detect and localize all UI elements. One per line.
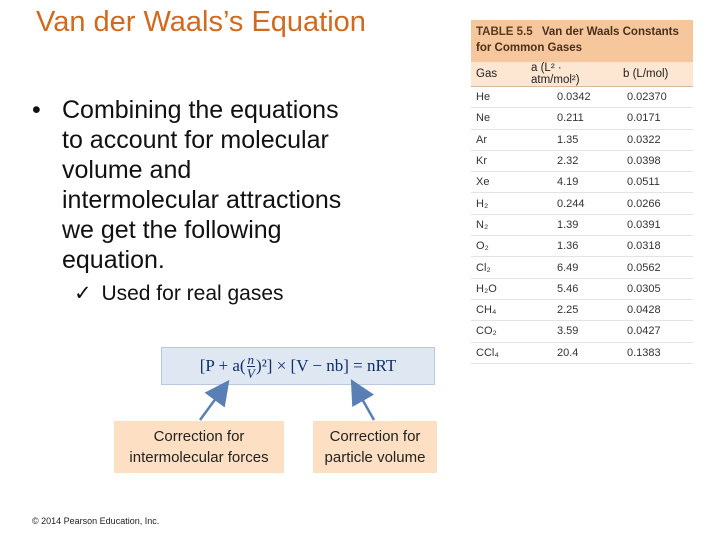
cell-a: 1.39 [557, 218, 579, 231]
cell-b: 0.0562 [627, 261, 661, 274]
cell-b: 0.0305 [627, 282, 661, 295]
cell-gas: He [476, 91, 491, 104]
cell-a: 3.59 [557, 325, 579, 338]
column-header-gas: Gas [476, 68, 498, 80]
cell-gas: H₂ [476, 197, 489, 210]
cell-a: 2.32 [557, 155, 579, 168]
cell-b: 0.0318 [627, 240, 661, 253]
cell-gas: H₂O [476, 282, 497, 295]
cell-b: 0.0398 [627, 155, 661, 168]
cell-a: 0.0342 [557, 91, 591, 104]
cell-gas: Xe [476, 176, 490, 189]
cell-gas: CO₂ [476, 325, 497, 338]
bullet-marker: • [32, 96, 41, 124]
cell-gas: CH₄ [476, 304, 497, 317]
cell-b: 0.1383 [627, 346, 661, 359]
cell-a: 0.211 [557, 112, 584, 125]
table-title: Van der Waals Constants for Common Gases [476, 26, 679, 54]
cell-gas: Ar [476, 133, 487, 146]
cell-a: 1.36 [557, 240, 579, 253]
cell-gas: Cl₂ [476, 261, 491, 274]
column-header-a: a (L² · atm/mol²) [531, 62, 580, 86]
slide-title: Van der Waals’s Equation [36, 6, 366, 38]
fraction-numerator: n [247, 351, 255, 367]
cell-b: 0.0428 [627, 304, 661, 317]
cell-b: 0.02370 [627, 91, 667, 104]
sub-bullet-text: Used for real gases [101, 282, 284, 305]
cell-a: 6.49 [557, 261, 579, 274]
equation-right: )²] × [V − nb] = nRT [256, 356, 397, 375]
cell-a: 4.19 [557, 176, 579, 189]
cell-gas: Kr [476, 155, 487, 168]
fraction-denominator: V [246, 365, 255, 381]
cell-b: 0.0266 [627, 197, 661, 210]
cell-b: 0.0322 [627, 133, 661, 146]
cell-a: 0.244 [557, 197, 585, 210]
label-particle-volume: Correction for particle volume [313, 421, 437, 473]
cell-gas: Ne [476, 112, 491, 125]
arrow-intermolecular [200, 390, 222, 420]
cell-b: 0.0391 [627, 218, 661, 231]
cell-b: 0.0171 [627, 112, 661, 125]
cell-gas: CCl₄ [476, 346, 499, 359]
cell-gas: O₂ [476, 240, 489, 253]
cell-b: 0.0511 [627, 176, 660, 189]
table-number: TABLE 5.5 [476, 26, 533, 38]
cell-a: 20.4 [557, 346, 579, 359]
cell-a: 1.35 [557, 133, 579, 146]
label-intermolecular-forces: Correction for intermolecular forces [114, 421, 284, 473]
cell-a: 2.25 [557, 304, 579, 317]
column-header-b: b (L/mol) [623, 68, 669, 80]
equation-left: [P + a( [199, 356, 246, 375]
arrow-particle-volume [357, 390, 374, 420]
bullet-text: Combining the equations to account for molecular volume and intermolecular attractions we get the following equation. [62, 96, 342, 274]
checkmark-icon: ✓ [74, 282, 92, 305]
cell-a: 5.46 [557, 282, 579, 295]
cell-gas: N₂ [476, 218, 489, 231]
copyright-footer: © 2014 Pearson Education, Inc. [32, 516, 160, 526]
cell-b: 0.0427 [627, 325, 661, 338]
